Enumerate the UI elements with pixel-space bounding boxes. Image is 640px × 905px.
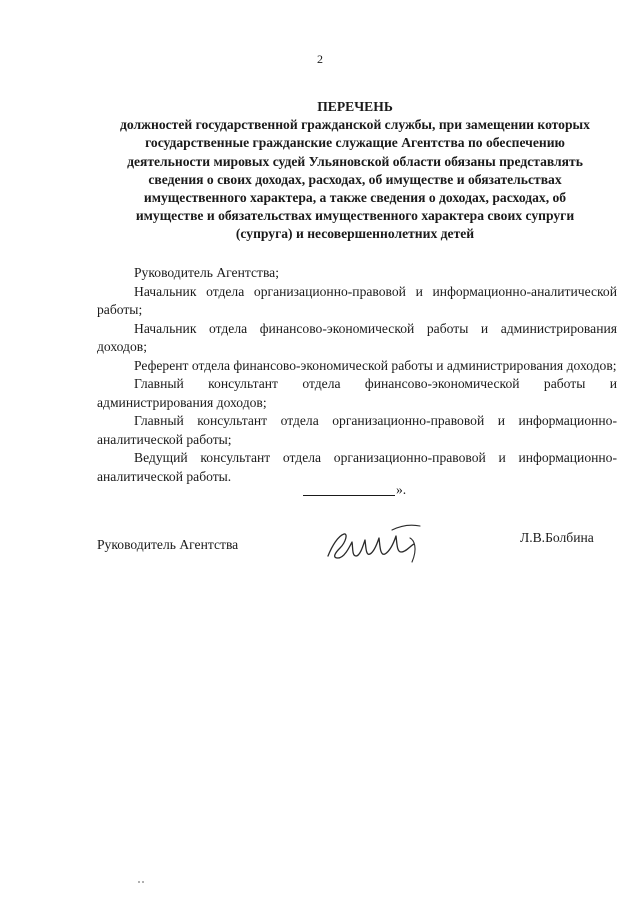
position-item: Начальник отдела организационно-правовой и информационно-аналитической работы; <box>97 283 617 317</box>
position-item: Главный консультант отдела финансово-экономической работы и администрирования доходов; <box>97 376 617 410</box>
title-line: имущественного характера, а также сведения о доходах, расходах, об <box>143 190 567 206</box>
position-item: Начальник отдела финансово-экономической работы и администрирования доходов; <box>97 320 617 354</box>
title-line: (супруга) и несовершеннолетних детей <box>235 226 475 242</box>
position-item: Ведущий консультант отдела организационно-правовой и информационно-аналитической работы. <box>97 450 617 484</box>
title-line: деятельности мировых судей Ульяновской области обязаны представлять <box>127 153 583 169</box>
blank-underline <box>303 479 395 496</box>
positions-list <box>97 264 617 486</box>
position-item: Главный консультант отдела организационно-правовой и информационно-аналитической работы; <box>97 413 617 447</box>
document-heading: ПЕРЕЧЕНЬ <box>317 99 393 114</box>
signer-position: Руководитель Агентства <box>97 537 239 552</box>
title-line: сведения о своих доходах, расходах, об имуществе и обязательствах <box>148 171 562 187</box>
title-line: государственные гражданские служащие Агентства по обеспечению <box>145 135 565 151</box>
position-item: Руководитель Агентства; <box>134 265 279 280</box>
page-number: 2 <box>317 52 323 66</box>
signer-name: Л.В.Болбина <box>520 530 594 545</box>
title-line: имуществе и обязательствах имущественного характера своих супруги <box>135 208 575 224</box>
document-title <box>90 98 620 244</box>
closing-quote: ». <box>396 482 407 497</box>
title-line: должностей государственной гражданской службы, при замещении которых <box>120 117 590 133</box>
handwritten-signature <box>322 518 434 570</box>
position-item: Референт отдела финансово-экономической работы и администрирования доходов; <box>134 357 617 373</box>
scan-artifact-mark <box>136 880 150 884</box>
